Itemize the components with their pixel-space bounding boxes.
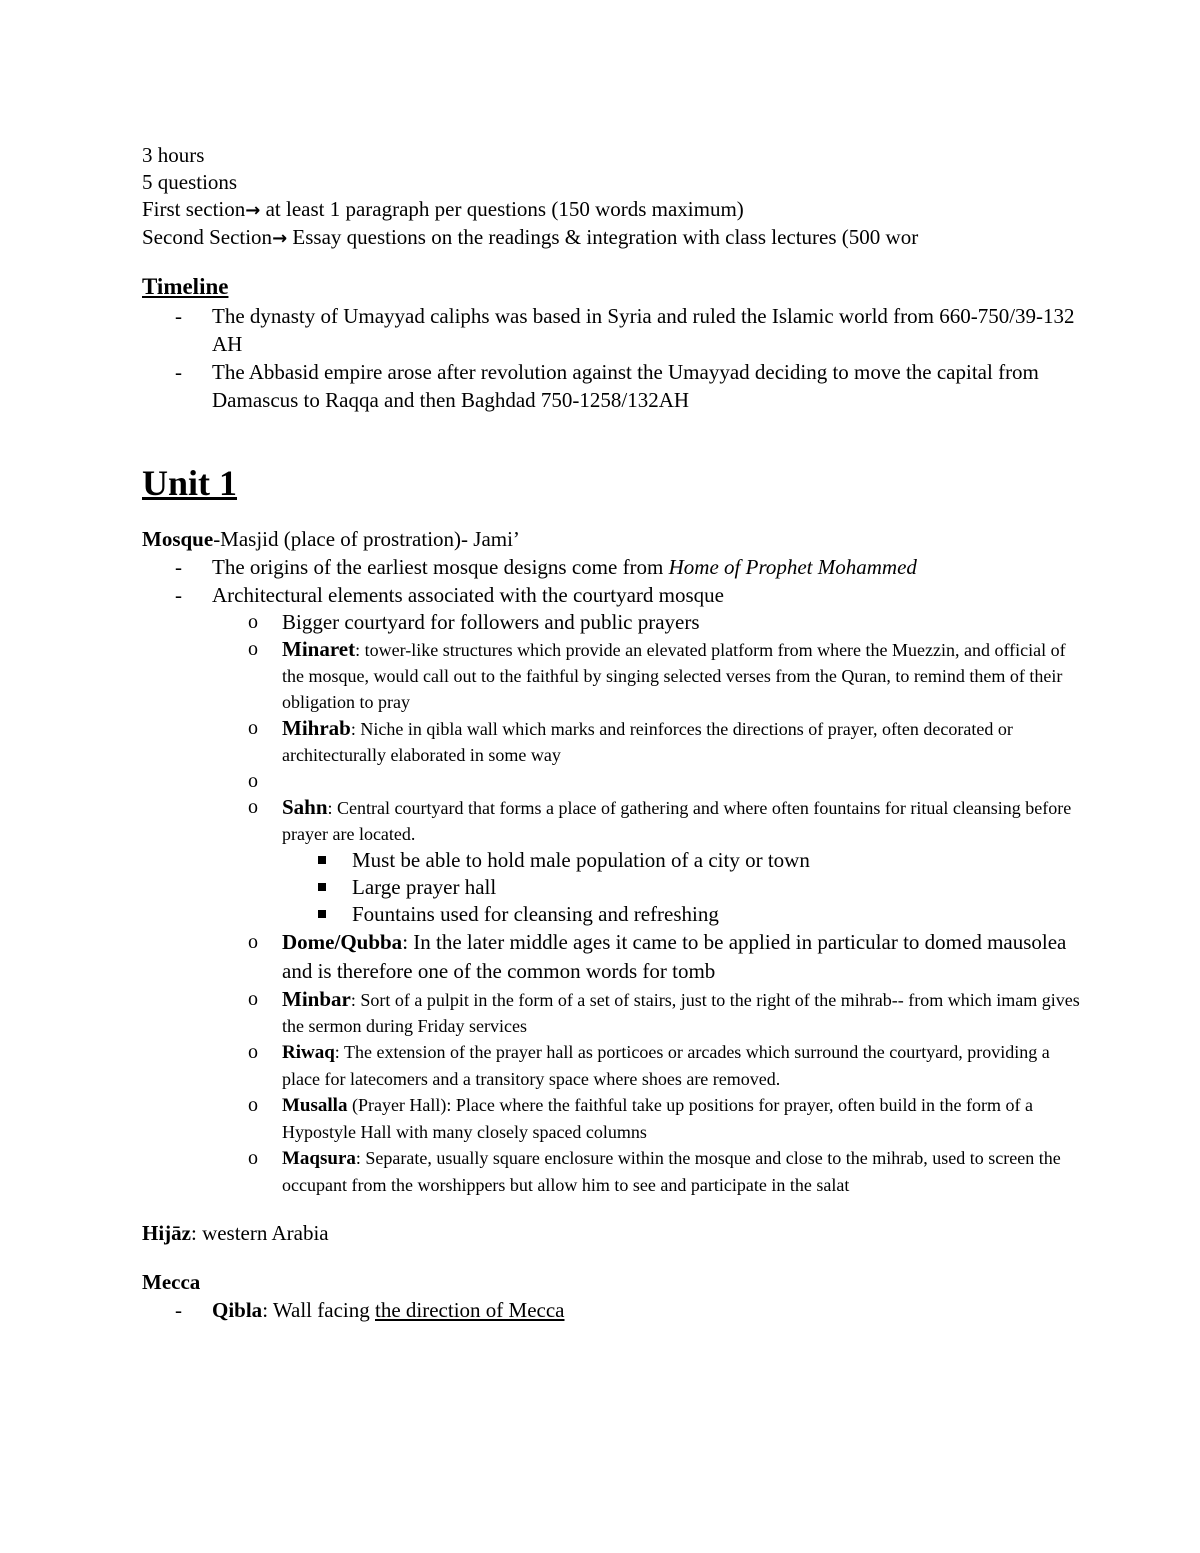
hijaz-definition [142, 1220, 1082, 1247]
spacer [142, 504, 1082, 526]
maqsura-term: Maqsura [282, 1148, 356, 1169]
sahn-subitem: Must be able to hold male population of a city or town [352, 848, 810, 872]
list-item [142, 1039, 1082, 1092]
list-item [142, 1296, 1082, 1324]
circle-bullet: o [248, 796, 258, 818]
minbar-term: Minbar [282, 987, 351, 1011]
list-item [142, 636, 1082, 715]
list-item [142, 553, 1082, 581]
circle-bullet: o [248, 931, 258, 953]
architectural-elements-text: Architectural elements associated with the courtyard mosque [212, 583, 724, 607]
maqsura-definition: : Separate, usually square enclosure within the mosque and close to the mihrab, used to screen the occupant from the worshippers but allow him to see and participate in the salat [282, 1148, 1061, 1195]
mecca-term: Mecca [142, 1270, 201, 1294]
mosque-synonyms: -Masjid (place of prostration)- Jami’ [213, 527, 520, 551]
square-bullet [318, 883, 326, 891]
timeline-heading: Timeline [142, 274, 229, 299]
circle-bullet: o [248, 717, 258, 739]
spacer [142, 414, 1082, 462]
list-item [142, 874, 1082, 901]
qibla-term: Qibla [212, 1298, 263, 1322]
unit-1-heading: Unit 1 [142, 463, 238, 503]
document-page [142, 142, 1082, 1324]
mosque-definition [142, 526, 1082, 553]
dome-term: Dome/Qubba [282, 930, 403, 954]
list-item [142, 358, 1082, 414]
dash-bullet: - [175, 1298, 182, 1322]
circle-bullet: o [248, 1094, 258, 1116]
list-item-empty [142, 768, 1082, 794]
origins-italic: Home of Prophet Mohammed [668, 555, 917, 579]
square-bullet [318, 910, 326, 918]
list-item [142, 1092, 1082, 1145]
list-item [142, 847, 1082, 874]
dash-bullet: - [175, 304, 182, 328]
musalla-term: Musalla [282, 1095, 348, 1116]
list-item [142, 794, 1082, 847]
riwaq-term: Riwaq [282, 1042, 335, 1063]
circle-bullet: o [248, 1147, 258, 1169]
minbar-definition: : Sort of a pulpit in the form of a set of stairs, just to the right of the mihrab-- from which imam gives the sermon during Friday services [282, 990, 1080, 1036]
second-section-line [142, 224, 1082, 252]
hijaz-term: Hijāz [142, 1221, 191, 1245]
hijaz-text: : western Arabia [190, 1221, 329, 1245]
list-item [142, 901, 1082, 928]
musalla-definition: (Prayer Hall): Place where the faithful take up positions for prayer, often build in the form of a Hypostyle Hall with many closely spaced columns [282, 1095, 1034, 1142]
list-item [142, 609, 1082, 636]
square-bullet [318, 856, 326, 864]
first-section-description: at least 1 paragraph per questions (150 words maximum) [260, 197, 744, 221]
mihrab-definition: : Niche in qibla wall which marks and reinforces the directions of prayer, often decorated or architecturally elaborated in some way [282, 719, 1013, 765]
timeline-item-abbasid: The Abbasid empire arose after revolution against the Umayyad deciding to move the capital from Damascus to Raqqa and then Baghdad 750-1258/132AH [212, 360, 1039, 412]
arrow-icon: → [245, 200, 261, 221]
dash-bullet: - [175, 555, 182, 579]
circle-bullet: o [248, 1041, 258, 1063]
mecca-heading [142, 1269, 1082, 1296]
dome-definition: : In the later middle ages it came to be applied in particular to domed mausolea and is therefore one of the common words for tomb [282, 930, 1067, 983]
arrow-icon: → [272, 228, 288, 249]
spacer [142, 1198, 1082, 1220]
first-section-label: First section [142, 197, 246, 221]
second-section-label: Second Section [142, 225, 273, 249]
minaret-term: Minaret [282, 637, 356, 661]
circle-bullet: o [248, 611, 258, 633]
circle-bullet: o [248, 638, 258, 660]
spacer [142, 252, 1082, 272]
first-section-line [142, 196, 1082, 224]
minaret-definition: : tower-like structures which provide an elevated platform from where the Muezzin, and official of the mosque, would call out to the faithful by singing selected verses from the Quran, to remind them of their obligation to pray [282, 640, 1066, 712]
sahn-subitem: Fountains used for cleansing and refreshing [352, 902, 719, 926]
origins-text: The origins of the earliest mosque designs come from [212, 555, 669, 579]
list-item [142, 581, 1082, 609]
qibla-text: : Wall facing [262, 1298, 375, 1322]
courtyard-text: Bigger courtyard for followers and public prayers [282, 610, 700, 634]
list-item [142, 928, 1082, 986]
sahn-subitem: Large prayer hall [352, 875, 497, 899]
sahn-term: Sahn [282, 795, 328, 819]
timeline-item-umayyad: The dynasty of Umayyad caliphs was based in Syria and ruled the Islamic world from 660-750/39-132 AH [212, 304, 1075, 356]
dash-bullet: - [175, 583, 182, 607]
dash-bullet: - [175, 360, 182, 384]
duration-line: 3 hours [142, 143, 205, 167]
spacer [142, 1247, 1082, 1269]
mihrab-term: Mihrab [282, 716, 351, 740]
circle-bullet: o [248, 988, 258, 1010]
list-item [142, 715, 1082, 768]
sahn-definition: : Central courtyard that forms a place of gathering and where often fountains for ritual cleansing before prayer are located. [282, 798, 1072, 844]
circle-bullet: o [248, 770, 258, 792]
list-item [142, 302, 1082, 358]
qibla-underlined-text: the direction of Mecca [375, 1298, 565, 1322]
second-section-description: Essay questions on the readings & integration with class lectures (500 wor [287, 225, 919, 249]
mosque-term: Mosque [142, 527, 214, 551]
riwaq-definition: : The extension of the prayer hall as porticoes or arcades which surround the courtyard, providing a place for latecomers and a transitory space where shoes are removed. [282, 1042, 1050, 1089]
list-item [142, 986, 1082, 1039]
list-item [142, 1145, 1082, 1198]
question-count-line: 5 questions [142, 170, 238, 194]
